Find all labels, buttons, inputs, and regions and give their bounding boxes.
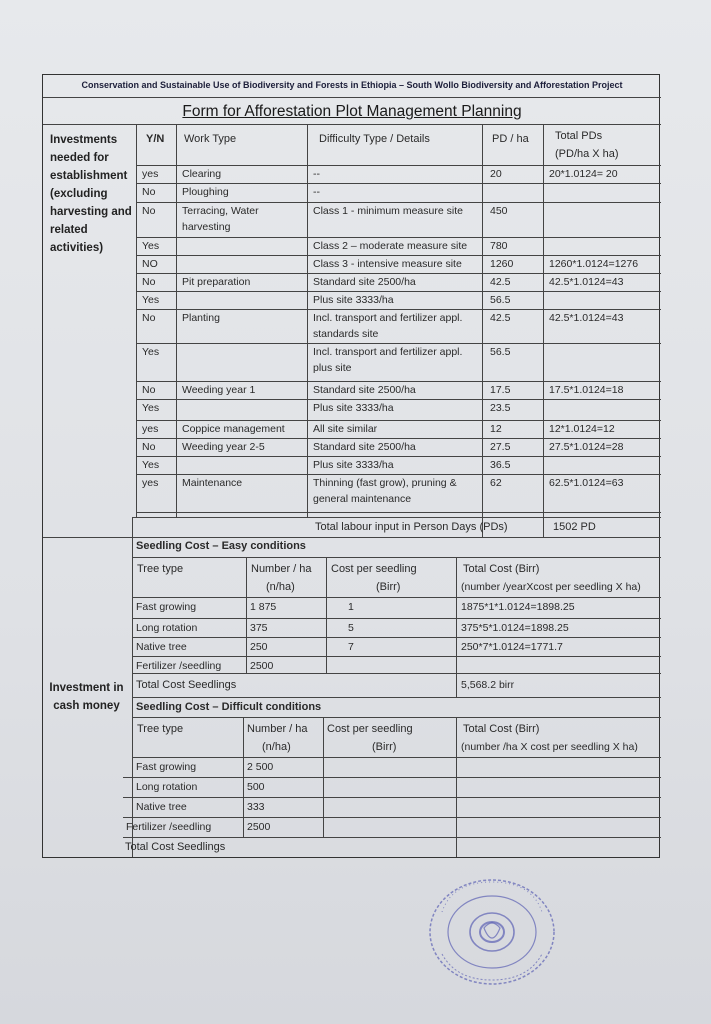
difficult-header-total-sub: (number /ha X cost per seedling X ha): [461, 741, 638, 753]
easy-header-total: Total Cost (Birr): [463, 563, 540, 575]
difficult-row-tree-type: Fertilizer /seedling: [126, 821, 212, 833]
difficult-row-tree-type: Fast growing: [136, 761, 197, 773]
easy-row-tree-type: Native tree: [136, 641, 187, 653]
grid-line: [123, 777, 661, 778]
form-title: Form for Afforestation Plot Management Planning: [182, 103, 522, 120]
row-work-type: Terracing, Water: [182, 205, 259, 217]
row-pd-ha: 20: [490, 168, 502, 180]
row-difficulty: Class 1 - minimum measure site: [313, 205, 463, 217]
easy-row-number: 1 875: [250, 601, 277, 613]
row-difficulty: --: [313, 186, 320, 198]
easy-total-value: 5,568.2 birr: [461, 679, 515, 691]
investments-label-line: activities): [50, 242, 104, 254]
row-difficulty: Standard site 2500/ha: [313, 276, 416, 288]
row-difficulty: Plus site 3333/ha: [313, 402, 394, 414]
easy-row-number: 2500: [250, 660, 274, 672]
easy-row-number: 250: [250, 641, 268, 653]
difficult-row-number: 500: [247, 781, 265, 793]
header-work-type: Work Type: [184, 133, 237, 145]
cash-money-label: [43, 679, 130, 715]
difficult-total-label: Total Cost Seedlings: [125, 841, 226, 853]
row-yn: Yes: [142, 240, 160, 252]
easy-row-number: 375: [250, 622, 268, 634]
grid-line: [136, 399, 661, 400]
investments-label-line: related: [50, 224, 88, 236]
investments-label-line: establishment: [50, 170, 128, 182]
row-pd-ha: 780: [490, 240, 508, 252]
grid-line: [456, 557, 457, 697]
row-yn: yes: [142, 477, 159, 489]
easy-row-total: 375*5*1.0124=1898.25: [461, 622, 569, 634]
grid-line: [132, 597, 661, 598]
grid-line: [132, 517, 661, 518]
easy-row-total: 1875*1*1.0124=1898.25: [461, 601, 575, 613]
difficult-header-number: Number / ha: [247, 723, 308, 735]
grid-line: [136, 343, 661, 344]
difficult-row-tree-type: Long rotation: [136, 781, 198, 793]
row-yn: No: [142, 276, 156, 288]
grid-line: [43, 537, 132, 538]
investments-label-line: Investments: [50, 134, 118, 146]
official-stamp: [422, 872, 562, 992]
grid-line: [132, 637, 661, 638]
row-difficulty: standards site: [313, 328, 379, 340]
header-total-pds-sub: (PD/ha X ha): [555, 148, 619, 160]
row-work-type: Maintenance: [182, 477, 243, 489]
row-difficulty: Class 3 - intensive measure site: [313, 258, 462, 270]
grid-line: [136, 438, 661, 439]
row-yn: Yes: [142, 294, 160, 306]
grid-line: [136, 512, 661, 513]
easy-header-total-sub: (number /yearXcost per seedling X ha): [461, 581, 641, 593]
row-pd-ha: 62: [490, 477, 502, 489]
grid-line: [43, 97, 661, 98]
difficult-header-number-sub: (n/ha): [262, 741, 291, 753]
row-difficulty: Standard site 2500/ha: [313, 441, 416, 453]
grid-line: [132, 656, 661, 657]
investments-label-line: (excluding: [50, 188, 108, 200]
easy-row-cost: 1: [348, 601, 354, 613]
grid-line: [132, 717, 661, 718]
total-labour-label: Total labour input in Person Days (PDs): [315, 521, 508, 533]
grid-line: [132, 537, 661, 538]
row-yn: yes: [142, 168, 159, 180]
row-total-pds: 62.5*1.0124=63: [549, 477, 624, 489]
row-difficulty: plus site: [313, 362, 352, 374]
difficult-header-cost-sub: (Birr): [372, 741, 397, 753]
row-yn: yes: [142, 423, 159, 435]
row-yn: Yes: [142, 402, 160, 414]
grid-line: [136, 381, 661, 382]
cash-label-line: Investment in: [49, 682, 124, 694]
row-total-pds: 17.5*1.0124=18: [549, 384, 624, 396]
row-pd-ha: 56.5: [490, 346, 511, 358]
investments-label-line: needed for: [50, 152, 109, 164]
grid-line: [136, 474, 661, 475]
easy-total-label: Total Cost Seedlings: [136, 679, 237, 691]
row-work-type: Coppice management: [182, 423, 285, 435]
easy-row-tree-type: Fertilizer /seedling: [136, 660, 222, 672]
grid-line: [123, 797, 661, 798]
grid-line: [482, 124, 483, 537]
row-work-type: Planting: [182, 312, 220, 324]
grid-line: [136, 255, 661, 256]
difficult-row-number: 333: [247, 801, 265, 813]
grid-line: [132, 673, 661, 674]
easy-header-number: Number / ha: [251, 563, 312, 575]
grid-line: [136, 273, 661, 274]
easy-row-tree-type: Long rotation: [136, 622, 198, 634]
grid-line: [136, 165, 661, 166]
header-pd-ha: PD / ha: [492, 133, 529, 145]
total-labour-value: 1502 PD: [553, 521, 596, 533]
row-work-type: Clearing: [182, 168, 222, 180]
row-difficulty: --: [313, 168, 320, 180]
row-difficulty: general maintenance: [313, 493, 412, 505]
difficult-header-total: Total Cost (Birr): [463, 723, 540, 735]
row-work-type: Weeding year 1: [182, 384, 256, 396]
grid-line: [136, 420, 661, 421]
row-pd-ha: 450: [490, 205, 508, 217]
grid-line: [123, 817, 661, 818]
row-yn: Yes: [142, 346, 160, 358]
row-difficulty: Plus site 3333/ha: [313, 459, 394, 471]
difficult-row-number: 2 500: [247, 761, 274, 773]
grid-line: [132, 517, 133, 857]
row-yn: NO: [142, 258, 158, 270]
easy-row-cost: 5: [348, 622, 354, 634]
row-pd-ha: 42.5: [490, 312, 511, 324]
grid-line: [123, 837, 661, 838]
row-difficulty: Incl. transport and fertilizer appl.: [313, 346, 463, 358]
header-total-pds: Total PDs: [555, 130, 603, 142]
grid-line: [132, 618, 661, 619]
row-pd-ha: 1260: [490, 258, 514, 270]
easy-header-number-sub: (n/ha): [266, 581, 295, 593]
investments-label-line: harvesting and: [50, 206, 132, 218]
easy-header-cost-sub: (Birr): [376, 581, 401, 593]
easy-row-tree-type: Fast growing: [136, 601, 197, 613]
row-work-type: Pit preparation: [182, 276, 251, 288]
grid-line: [132, 697, 661, 698]
row-pd-ha: 56.5: [490, 294, 511, 306]
afforestation-form: [42, 74, 660, 858]
header-yn: Y/N: [146, 133, 165, 145]
easy-header-cost: Cost per seedling: [331, 563, 417, 575]
header-difficulty: Difficulty Type / Details: [319, 133, 430, 145]
row-yn: No: [142, 312, 156, 324]
row-yn: No: [142, 384, 156, 396]
row-work-type: Weeding year 2-5: [182, 441, 265, 453]
easy-header-tree-type: Tree type: [137, 563, 184, 575]
row-difficulty: Incl. transport and fertilizer appl.: [313, 312, 463, 324]
row-total-pds: 1260*1.0124=1276: [549, 258, 639, 270]
difficult-row-tree-type: Native tree: [136, 801, 187, 813]
row-work-type: harvesting: [182, 221, 231, 233]
row-difficulty: All site similar: [313, 423, 378, 435]
row-pd-ha: 42.5: [490, 276, 511, 288]
grid-line: [136, 202, 661, 203]
row-pd-ha: 36.5: [490, 459, 511, 471]
grid-line: [136, 309, 661, 310]
row-yn: No: [142, 205, 156, 217]
seedling-difficult-title: Seedling Cost – Difficult conditions: [136, 701, 322, 713]
row-difficulty: Class 2 – moderate measure site: [313, 240, 468, 252]
row-difficulty: Plus site 3333/ha: [313, 294, 394, 306]
project-title: Conservation and Sustainable Use of Biodiversity and Forests in Ethiopia – South Wollo Biodiversity and Afforestation Project: [81, 80, 623, 90]
row-pd-ha: 23.5: [490, 402, 511, 414]
grid-line: [543, 124, 544, 537]
seedling-easy-title: Seedling Cost – Easy conditions: [136, 540, 306, 552]
grid-line: [136, 291, 661, 292]
grid-line: [136, 183, 661, 184]
row-yn: Yes: [142, 459, 160, 471]
investments-label: [50, 131, 145, 257]
row-difficulty: Standard site 2500/ha: [313, 384, 416, 396]
row-pd-ha: 17.5: [490, 384, 511, 396]
row-total-pds: 42.5*1.0124=43: [549, 312, 624, 324]
row-yn: No: [142, 441, 156, 453]
row-yn: No: [142, 186, 156, 198]
easy-row-total: 250*7*1.0124=1771.7: [461, 641, 563, 653]
row-total-pds: 42.5*1.0124=43: [549, 276, 624, 288]
difficult-header-cost: Cost per seedling: [327, 723, 413, 735]
row-total-pds: 27.5*1.0124=28: [549, 441, 624, 453]
row-pd-ha: 27.5: [490, 441, 511, 453]
grid-line: [136, 237, 661, 238]
easy-row-cost: 7: [348, 641, 354, 653]
grid-line: [132, 557, 661, 558]
row-pd-ha: 12: [490, 423, 502, 435]
difficult-row-number: 2500: [247, 821, 271, 833]
row-difficulty: Thinning (fast grow), pruning &: [313, 477, 457, 489]
grid-line: [136, 456, 661, 457]
cash-label-line: cash money: [53, 700, 120, 712]
grid-line: [132, 757, 661, 758]
row-total-pds: 12*1.0124=12: [549, 423, 615, 435]
grid-line: [456, 717, 457, 857]
row-total-pds: 20*1.0124= 20: [549, 168, 618, 180]
difficult-header-tree-type: Tree type: [137, 723, 184, 735]
row-work-type: Ploughing: [182, 186, 229, 198]
